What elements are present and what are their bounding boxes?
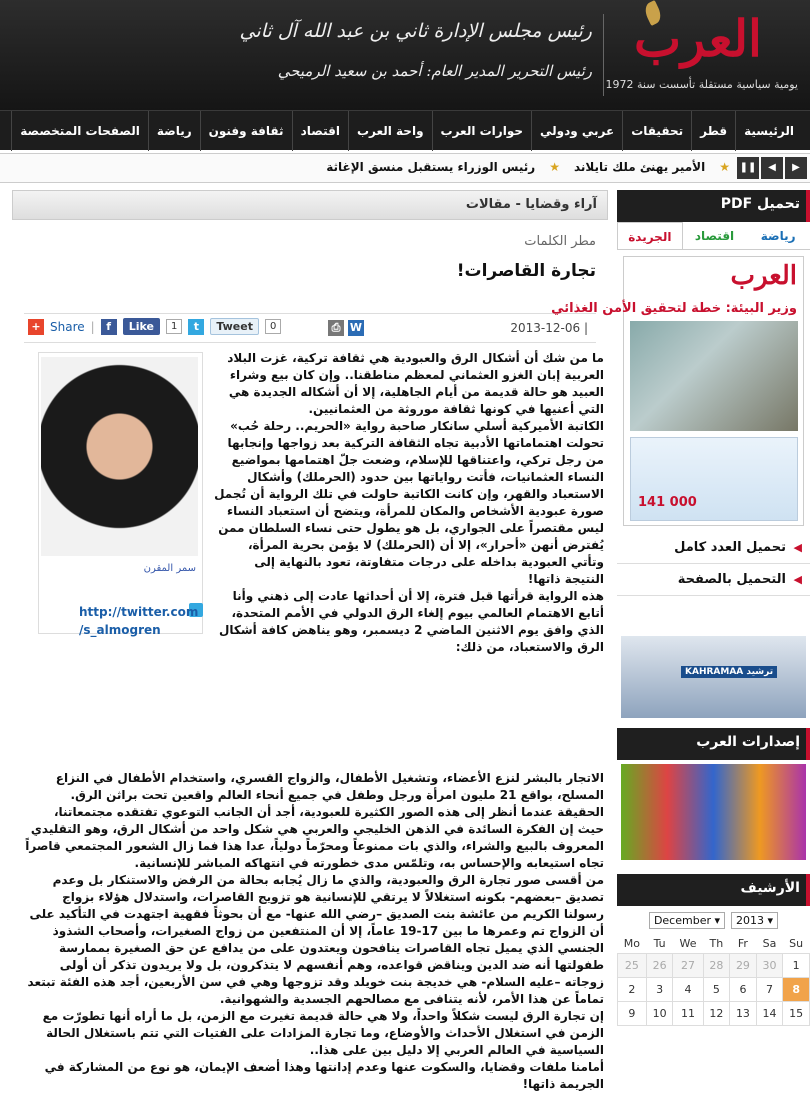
author-photo-caption[interactable]: سمر المقرن (143, 563, 196, 574)
doc-tools (328, 320, 364, 336)
nav-item-oasis[interactable]: واحة العرب (348, 111, 432, 151)
calendar-day[interactable]: 14 (756, 1001, 783, 1025)
nav-item-qatar[interactable]: قطر (691, 111, 735, 151)
pdf-title: تحميل PDF (720, 196, 800, 212)
calendar-day[interactable]: 28 (703, 953, 730, 977)
print-icon[interactable]: ⎙ (328, 320, 344, 336)
archive-calendar (617, 935, 810, 1026)
arrow-icon: ◀ (793, 541, 802, 554)
ad-text: KAHRAMAA ترشيد (681, 666, 777, 678)
site-header (0, 0, 810, 110)
article-paragraph: أمامنا ملفات وقضايا، والسكوت عنها وعدم إدانتها وهذا أضعف الإيمان، هو نوع من المشاركة في الجريمة ذاتها! (44, 1060, 604, 1091)
cover-photo (630, 321, 798, 431)
nav-item-arab-world[interactable]: عربي ودولي (531, 111, 622, 151)
download-page-label: التحميل بالصفحة (677, 572, 786, 587)
article-body-narrow (212, 350, 604, 656)
ticker-item[interactable]: رئيس الوزراء يستقبل منسق الإغاثة (326, 160, 536, 174)
publications-title (617, 728, 810, 760)
title-accent (806, 190, 810, 222)
weekday-header: Tu (653, 937, 666, 951)
share-plus-icon[interactable]: + (28, 319, 44, 335)
calendar-day[interactable]: 5 (703, 977, 730, 1001)
article-body-full (24, 770, 604, 1093)
nav-item-home[interactable]: الرئيسية (735, 111, 802, 151)
ticker-items (326, 160, 730, 174)
like-count: 1 (166, 319, 182, 334)
archive-title (617, 874, 810, 906)
article-author[interactable]: مطر الكلمات (524, 234, 596, 249)
article-paragraph: الحقيقة عندما أنظر إلى هذه الصور الكثيرة للعبودية، أجد أن الجانب التوعوي تفتقده مجتمعاتنا، حيث إن الفكرة السائدة في الذهن الخليجي والعربي هي شكل واحد من أشكال الرق، وهو التقليدي المعروف بالبيع والشراء، والذي بات ممنوعاً ومحرّماً دولياً، عدا هذا فما زال الشعور المجتمعي قاصراً تجاه استيعابه والإحساس به، وتلمّس مدى خطورته في انتهاكه المباشر للإنسانية. (25, 805, 604, 870)
author-card (38, 352, 203, 637)
month-select[interactable]: December ▾ (649, 912, 725, 929)
calendar-day[interactable]: 2 (618, 977, 647, 1001)
nav-item-interviews[interactable]: حوارات العرب (432, 111, 531, 151)
article-paragraph: الاتجار بالبشر لنزع الأعضاء، وتشغيل الأطفال، والزواج القسري، واستخدام الأطفال في النزاع المسلح، بواقع 21 مليون امرأة ورجل وطفل في جميع أنحاء العالم واقعين تحت براثن الرق. (55, 771, 604, 802)
social-buttons (28, 318, 281, 335)
ticker-star-icon: ★ (549, 160, 560, 174)
calendar-day[interactable]: 4 (673, 977, 703, 1001)
pdf-cover[interactable] (551, 256, 804, 526)
publications-images[interactable] (621, 764, 806, 860)
chairman-line: رئيس مجلس الإدارة ثاني بن عبد الله آل ثاني (239, 20, 592, 42)
nav-item-sports[interactable]: رياضة (148, 111, 200, 151)
news-ticker (0, 153, 810, 183)
weekday-header: Su (789, 937, 804, 951)
year-value: 2013 (736, 914, 765, 927)
month-value: December (653, 914, 711, 927)
title-accent (806, 874, 810, 906)
pdf-box-title (617, 190, 810, 222)
tab-sports[interactable]: رياضة (760, 229, 796, 243)
header-divider (603, 14, 604, 96)
tab-economy[interactable]: اقتصاد (694, 229, 735, 243)
nav-item-special-pages[interactable]: الصفحات المتخصصة (11, 111, 148, 151)
article-paragraph: إن تجارة الرق ليست شكلاً واحداً، ولا هي حالة قديمة تغيرت مع الزمن، بل ما أراه أنها تطورّت مع الزمن في استغلال الأحداث والأوضاع، وما تجارة المزادات على الفتيات التي تتم باستغلال الحالة السياسية في العالم العربي إلا دليل بين على هذا.. (42, 1009, 604, 1057)
download-full-issue[interactable] (617, 532, 810, 564)
calendar-day[interactable]: 27 (673, 953, 703, 977)
calendar-day[interactable]: 29 (730, 953, 757, 977)
download-full-label: تحميل العدد كامل (674, 540, 786, 555)
calendar-day[interactable]: 15 (783, 1001, 810, 1025)
weekday-header: Th (709, 937, 724, 951)
article-paragraph: ما من شك أن أشكال الرق والعبودية هي ثقافة تركية، غزت البلاد العربية إبان الغزو العثماني لمعظم مناطقنا.. وإن كان بيع وشراء العبيد هو حالة قديمة من أيام الجاهلية، إلا أن أشكاله الجديدة هي التي أعنيها في كونها ثقافة موروثة من العثمانيين. (227, 351, 604, 416)
tweet-count: 0 (265, 319, 281, 334)
arrow-icon: ◀ (793, 573, 802, 586)
section-title[interactable]: آراء وقضايا - مقالات (12, 190, 608, 220)
calendar-day[interactable]: 7 (756, 977, 783, 1001)
weekday-header: Mo (623, 937, 641, 951)
author-photo (41, 357, 198, 556)
article-date: 2013-12-06 | (510, 321, 588, 335)
weekday-header: Fr (737, 937, 748, 951)
kahramaa-ad[interactable] (621, 636, 806, 718)
word-icon[interactable]: W (349, 321, 363, 334)
twitter-link[interactable] (79, 603, 198, 639)
cover-headline: وزير البيئة: خطة لتحقيق الأمن الغذائي (551, 301, 797, 316)
calendar-day[interactable]: 10 (646, 1001, 673, 1025)
ticker-controls (737, 157, 807, 179)
archive-controls (617, 906, 810, 935)
calendar-day[interactable]: 6 (730, 977, 757, 1001)
article-paragraph: الكاتبة الأميركية أسلي سانكار صاحبة رواية «الحريم.. رحلة حُب» تحولت اهتماماتها الأدبية تجاه الثقافة التركية بعد زواجها وإنجابها من رجل تركي، واعتناقها للإسلام، وضعت جلّ اهتمامها بمواضيع النساء العثمانيات، فأتت رواياتها بين حدود (الحرملك) وأشكال الاستعباد والقهر، وإن كانت الكاتبة حاولت في تلك الرواية أن تُجمل صورة عبودية الأشخاص والمكان للمرأة، ويتضح أن استعباد النساء ليس مقتصراً على الجواري، بل هو يطول حتى نساء السلطان ممن يُفترض أنهن «أحرار»، إلا أن (الحرملك) لا يؤمن بحرية المرأة، وتأتي العبودية بداخله على درجات متفاوتة، تعود بالنهاية إلى النتيجة ذاتها! (214, 419, 604, 586)
facebook-icon[interactable]: f (101, 319, 117, 335)
site-logo[interactable]: العرب (634, 9, 762, 68)
download-by-page[interactable] (617, 564, 810, 596)
main-nav (0, 110, 810, 150)
ticker-prev-button[interactable]: ◀ (761, 157, 783, 179)
cover-logo: العرب (730, 261, 797, 291)
ticker-star-icon: ★ (719, 160, 730, 174)
tab-newspaper[interactable]: الجريدة (617, 222, 683, 249)
calendar-day[interactable]: 3 (646, 977, 673, 1001)
article-paragraph: من أقسى صور تجارة الرق والعبودية، والذي ما زال يُجابه بحالة من الرفض والاستنكار بل وعدم تصديق –بعضهم- بكونه استغلالاً لا يرتقي للإنسانية هو تزويج القاصرات، واستدلال هؤلاء بزواج رسولنا الكريم من عائشة بنت الصديق –رضي الله عنها- مع أن بحوثاً فقهية اجتهدت في التأكيد على أن الزواج تم وعمرها ما بين 17-19 عاماً، إلا أن المنتفعين من زواج الصغيرات، وأصحاب الشذوذ الجنسي الذي يميل تجاه القاصرات ينافحون ويعتدون على من يدافع عن حق الصغيرة بممارسة طفولتها أنه ضد الدين ويناقض قواعده، وهم أنفسهم لا يتذكرون، بل ولا يريدون تذكر أن أولى زوجاته –عليه السلام- هي خديجة بنت خويلد وقد تزوجها وهي في سن الأربعين، أجد هذه الفئة تبتعد تماماً عن هذا الأمر، لأنه يتنافى مع مصالحهم الجسدية والشهوانية. (27, 873, 604, 1006)
like-button[interactable]: Like (123, 318, 160, 335)
archive-label: الأرشيف (740, 880, 800, 896)
calendar-day[interactable]: 12 (703, 1001, 730, 1025)
editor-line: رئيس التحرير المدير العام: أحمد بن سعيد الرميحي (277, 62, 592, 80)
calendar-day[interactable]: 11 (673, 1001, 703, 1025)
title-accent (806, 728, 810, 760)
tweet-button[interactable]: Tweet (210, 318, 259, 335)
article-column (12, 190, 608, 1091)
ticker-next-button[interactable]: ▶ (785, 157, 807, 179)
share-button[interactable]: Share (50, 319, 85, 334)
weekday-header: We (679, 937, 697, 951)
calendar-day[interactable]: 9 (618, 1001, 647, 1025)
twitter-icon[interactable]: t (188, 319, 204, 335)
twitter-link-line2[interactable]: /s_almogren (79, 623, 161, 637)
article-paragraph: هذه الرواية قرأتها قبل فترة، إلا أن أحداثها عادت إلى ذهني وأنا أتابع الاهتمام العالمي بيوم إلغاء الرق الدولي في الأمم المتحدة، الذي وافق يوم الاثنين الماضي 2 ديسمبر، وهو يناهض كافة أشكال الرق والاستعباد، من ذلك: (218, 589, 604, 654)
calendar-day[interactable]: 1 (783, 953, 810, 977)
nav-item-culture[interactable]: ثقافة وفنون (200, 111, 292, 151)
ticker-item[interactable]: الأمير يهنئ ملك تايلاند (573, 160, 706, 174)
ticker-pause-button[interactable]: ❚❚ (737, 157, 759, 179)
cover-number: 141 000 (638, 495, 697, 510)
site-tagline: يومية سياسية مستقلة تأسست سنة 1972 (605, 78, 798, 91)
article-title: تجارة القاصرات! (456, 261, 596, 281)
share-bar (24, 313, 596, 343)
publications-label: إصدارات العرب (696, 734, 800, 750)
separator: | (90, 319, 95, 334)
calendar-day[interactable]: 25 (618, 953, 647, 977)
pdf-tabs (617, 222, 810, 250)
weekday-header: Sa (762, 937, 777, 951)
calendar-day-current[interactable]: 8 (783, 977, 810, 1001)
twitter-link-line1[interactable]: http://twitter.com (79, 605, 199, 619)
nav-item-economy[interactable]: اقتصاد (292, 111, 348, 151)
calendar-day[interactable]: 13 (730, 1001, 757, 1025)
calendar-day[interactable]: 26 (646, 953, 673, 977)
nav-item-investigations[interactable]: تحقيقات (622, 111, 691, 151)
year-select[interactable]: 2013 ▾ (731, 912, 778, 929)
calendar-day[interactable]: 30 (756, 953, 783, 977)
